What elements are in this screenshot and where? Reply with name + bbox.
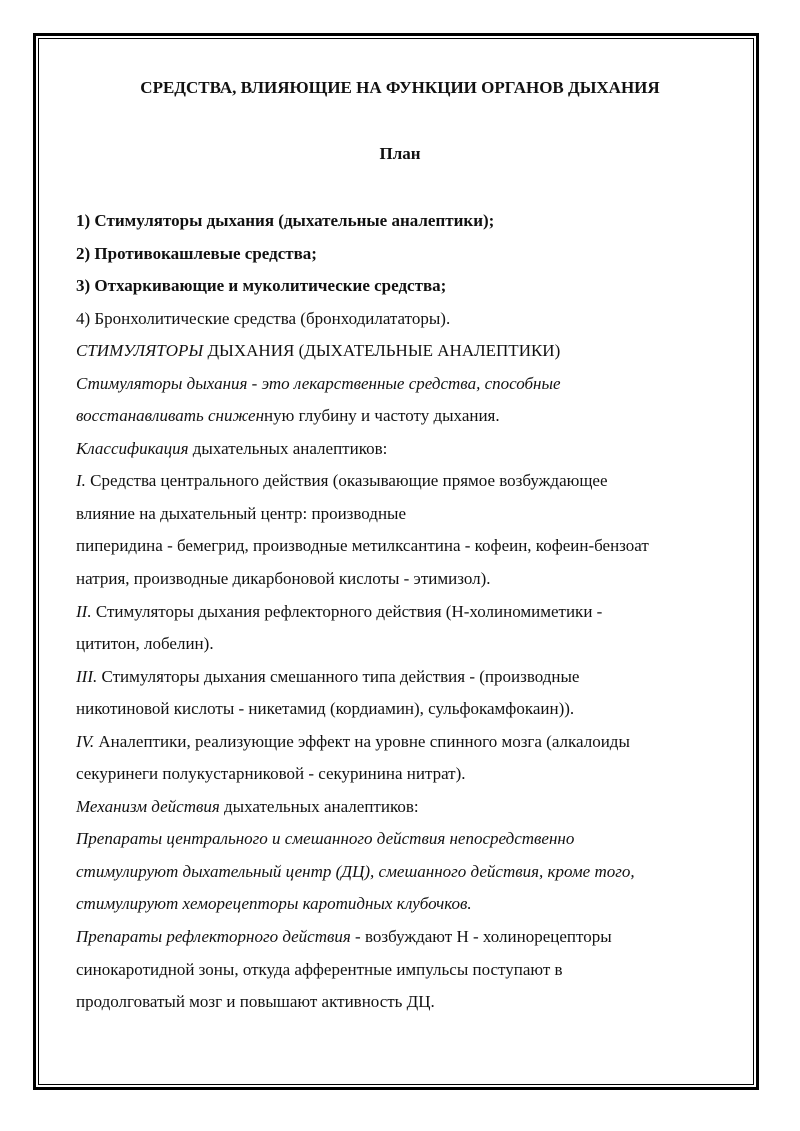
class-1-numeral: I. — [76, 471, 86, 491]
reflex-line-3: продолговатый мозг и повышают активность ДЦ. — [76, 992, 435, 1012]
class-1-line-2: влияние на дыхательный центр: производные — [76, 503, 407, 523]
document-title: СРЕДСТВА, ВЛИЯЮЩИЕ НА ФУНКЦИИ ОРГАНОВ ДЫХАНИЯ — [140, 78, 660, 97]
class-4-line-1 — [76, 726, 726, 759]
class-1-text: Средства центрального действия (оказывающие прямое возбуждающее — [85, 471, 608, 491]
reflex-line-1 — [76, 921, 726, 954]
class-3-line-2: никотиновой кислоты - никетамид (кордиамин), сульфокамфокаин)). — [76, 699, 575, 719]
class-2-numeral: II. — [76, 601, 92, 621]
plan-item-4: 4) Бронхолитические средства (бронходилататоры). — [76, 308, 451, 328]
reflex-line-1-rest: - возбуждают Н - холинорецепторы — [350, 927, 612, 947]
class-2-text: Стимуляторы дыхания рефлекторного действия (Н-холиномиметики - — [91, 601, 603, 621]
class-3-line-1 — [76, 661, 726, 694]
mechanism-heading-italic: Механизм действия — [76, 796, 220, 816]
reflex-heading-italic: Препараты рефлекторного действия — [76, 927, 351, 947]
plan-item-3: 3) Отхаркивающие и муколитические средства; — [76, 276, 447, 296]
plan-heading: План — [379, 144, 421, 163]
class-3-text: Стимуляторы дыхания смешанного типа действия - (производные — [97, 666, 580, 686]
classification-heading-italic: Классификация — [76, 438, 189, 458]
class-1-line-1 — [76, 465, 726, 498]
class-3-numeral: III. — [76, 666, 98, 686]
section-heading — [76, 335, 726, 368]
class-2-line-2: цититон, лобелин). — [76, 634, 214, 654]
class-4-line-2: секуринеги полукустарниковой - секуринина нитрат). — [76, 764, 466, 784]
definition-line-2-italic: восстанавливать снижен — [76, 406, 265, 426]
class-1-line-3: пиперидина - бемегрид, производные метилксантина - кофеин, кофеин-бензоат — [76, 536, 649, 556]
classification-heading-rest: дыхательных аналептиков: — [188, 438, 388, 458]
section-heading-rest: ДЫХАНИЯ (ДЫХАТЕЛЬНЫЕ АНАЛЕПТИКИ) — [203, 341, 561, 361]
class-2-line-1 — [76, 596, 726, 629]
classification-heading — [76, 433, 726, 466]
class-4-text: Аналептики, реализующие эффект на уровне спинного мозга (алкалоиды — [94, 731, 630, 751]
plan-item-1: 1) Стимуляторы дыхания (дыхательные аналептики); — [76, 211, 495, 230]
mechanism-heading-rest: дыхательных аналептиков: — [219, 796, 419, 816]
plan-item-2: 2) Противокашлевые средства; — [76, 243, 317, 263]
class-4-numeral: IV. — [76, 731, 95, 751]
reflex-line-2: синокаротидной зоны, откуда афферентные импульсы поступают в — [76, 959, 563, 979]
mechanism-line-2: стимулируют дыхательный центр (ДЦ), смешанного действия, кроме того, — [76, 861, 635, 881]
mechanism-line-3: стимулируют хеморецепторы каротидных клубочков. — [76, 894, 472, 914]
section-heading-italic: СТИМУЛЯТОРЫ — [76, 341, 204, 361]
document-body — [76, 205, 726, 1019]
mechanism-heading — [76, 791, 726, 824]
class-1-line-4: натрия, производные дикарбоновой кислоты - этимизол). — [76, 569, 491, 589]
definition-line-1: Стимуляторы дыхания - это лекарственные средства, способные — [76, 373, 561, 393]
definition-line-2-rest: ную глубину и частоту дыхания. — [264, 406, 500, 426]
mechanism-line-1: Препараты центрального и смешанного действия непосредственно — [76, 829, 575, 849]
definition-line-2 — [76, 400, 726, 433]
